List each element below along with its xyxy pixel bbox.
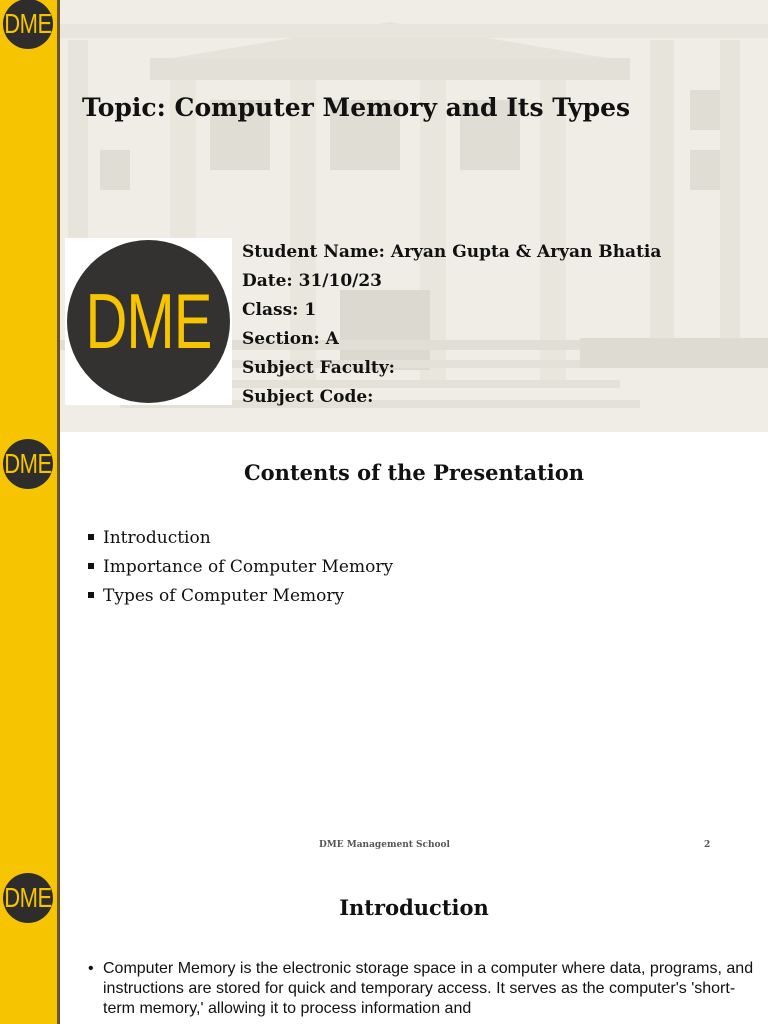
introduction-slide bbox=[0, 869, 768, 1024]
yellow-side-bar bbox=[0, 432, 57, 869]
dme-logo-icon: DME bbox=[3, 873, 53, 923]
subject-faculty: Subject Faculty: bbox=[242, 358, 395, 378]
footer-school: DME Management School bbox=[319, 840, 450, 850]
dme-logo-icon: DME bbox=[3, 439, 53, 489]
square-bullet-icon bbox=[88, 592, 94, 598]
introduction-title: Introduction bbox=[339, 895, 489, 920]
dme-logo-circle-icon: DME bbox=[67, 240, 230, 403]
student-name: Student Name: Aryan Gupta & Aryan Bhatia bbox=[242, 242, 662, 262]
contents-title: Contents of the Presentation bbox=[243, 460, 585, 485]
subject-code: Subject Code: bbox=[242, 387, 374, 407]
list-item: Introduction bbox=[88, 524, 393, 553]
side-bar-divider bbox=[57, 432, 60, 869]
list-item: Types of Computer Memory bbox=[88, 582, 393, 611]
slide-title: Topic: Computer Memory and Its Types bbox=[82, 93, 631, 122]
class: Class: 1 bbox=[242, 300, 317, 320]
date: Date: 31/10/23 bbox=[242, 271, 383, 291]
section: Section: A bbox=[242, 329, 339, 349]
yellow-side-bar bbox=[0, 0, 57, 432]
side-bar-divider bbox=[57, 0, 60, 432]
dme-logo-large bbox=[65, 238, 232, 405]
title-slide bbox=[0, 0, 768, 432]
list-item: Importance of Computer Memory bbox=[88, 553, 393, 582]
contents-slide bbox=[0, 432, 768, 869]
student-info bbox=[242, 238, 661, 412]
dme-logo-icon: DME bbox=[3, 0, 53, 49]
contents-list bbox=[88, 524, 393, 611]
introduction-paragraph: • Computer Memory is the electronic storage space in a computer where data, programs, and instructions are stored for quick and temporary access. It serves as the computer's 'short-term memory,' allowing it to process information and bbox=[88, 960, 754, 1017]
square-bullet-icon bbox=[88, 534, 94, 540]
side-bar-divider bbox=[57, 869, 60, 1024]
bullet-icon: • bbox=[88, 960, 94, 977]
page-number: 2 bbox=[704, 840, 711, 850]
square-bullet-icon bbox=[88, 563, 94, 569]
